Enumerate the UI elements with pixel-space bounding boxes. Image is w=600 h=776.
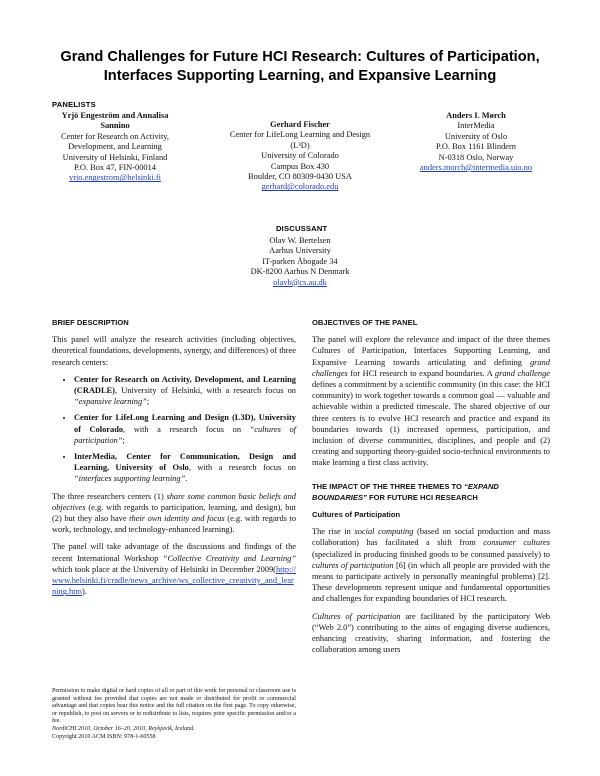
list-item: • Center for LifeLong Learning and Design (L3D), University of Colorado, with a research focus on “cultures of participation”; bbox=[74, 412, 296, 446]
author-block-morch bbox=[403, 111, 549, 173]
impact-heading: THE IMPACT OF THE THREE THEMES TO “EXPAND BOUNDARIES” FOR FUTURE HCI RESEARCH bbox=[312, 481, 499, 502]
discussant-line: Aarhus University bbox=[269, 246, 331, 256]
author-affiliation: University of Oslo bbox=[444, 131, 508, 141]
permission-text: Permission to make digital or hard copies of all or part of this work for personal or classroom use is granted without fee provided that copies are not made or distributed for profit or commercial advantage and that copies bear this notice and the full citation on the first page. To copy otherwise, or republish, to post on servers or to redistribute to lists, requires prior specific permission and/or a fee. bbox=[52, 688, 296, 725]
discussant-line: IT-parken Åbogade 34 bbox=[262, 256, 338, 266]
right-column bbox=[312, 317, 550, 661]
left-column bbox=[52, 317, 296, 603]
author-name: Yrjö Engeström and Annalisa Sannino bbox=[61, 111, 169, 131]
discussant-heading: DISCUSSANT bbox=[276, 224, 328, 233]
author-name: Anders I. Mørch bbox=[446, 111, 506, 120]
discussant-line: DK-8200 Aarhus N Denmark bbox=[250, 267, 350, 277]
author-affiliation: Center for LifeLong Learning and Design (L³D) bbox=[229, 130, 371, 150]
discussant-line: Olav W. Bertelsen bbox=[269, 236, 331, 245]
author-email[interactable]: gerhard@colorado.edu bbox=[261, 182, 339, 192]
list-item: • InterMedia, Center for Communication, Design and Learning, University of Oslo, with a research focus on “interfaces supporting learning”. bbox=[74, 451, 296, 485]
author-affiliation: Center for Research on Activity, Development, and Learning bbox=[60, 131, 170, 152]
author-affiliation: N-0318 Oslo, Norway bbox=[438, 152, 514, 162]
author-email[interactable]: anders.morch@intermedia.uio.no bbox=[419, 163, 533, 173]
impact-paragraph-2: Cultures of participation are facilitated by the participatory Web (“Web 2.0”) contributing to the aims of engaging diverse audiences, enhancing creativity, sharing information, and fostering the collaboration among users bbox=[312, 611, 550, 655]
author-name: Gerhard Fischer bbox=[270, 120, 330, 129]
author-affiliation: Campus Box 430 bbox=[270, 161, 330, 171]
objectives-heading: OBJECTIVES OF THE PANEL bbox=[312, 318, 418, 327]
brief-intro: This panel will analyze the research activities (including objectives, theoretical foundations, developments, synergy, and differences) of three research centers: bbox=[52, 335, 296, 367]
cultures-subheading: Cultures of Participation bbox=[312, 510, 401, 520]
author-affiliation: University of Helsinki, Finland bbox=[62, 152, 168, 162]
author-affiliation: Boulder, CO 80309-0430 USA bbox=[248, 172, 352, 182]
author-block-engestrom bbox=[52, 111, 178, 184]
workshop-link[interactable]: http://www.helsinki.fi/cradle/news_archive/ws_collective_creativity_and_learning.htm bbox=[52, 564, 296, 597]
panelists-heading: PANELISTS bbox=[52, 100, 96, 109]
author-affiliation: P.O. Box 1161 Blindern bbox=[436, 142, 516, 152]
discussant-block bbox=[225, 236, 375, 288]
author-affiliation: P.O. Box 47, FIN-00014 bbox=[74, 163, 156, 173]
center-list bbox=[52, 374, 296, 485]
list-item: • Center for Research on Activity, Development, and Learning (CRADLE), University of Helsinki, with a research focus on “expansive learning”; bbox=[74, 374, 296, 408]
brief-description-heading: BRIEF DESCRIPTION bbox=[52, 318, 129, 327]
brief-paragraph-workshop: The panel will take advantage of the discussions and findings of the recent International Workshop “Collective Creativity and Learning” which took place at the University of Helsinki in December 2009(http://www.helsinki.fi/cradle/news_archive/ws_collective_creativity_and_learning.htm). bbox=[52, 542, 296, 597]
venue-line: NordiCHI 2010, October 16–20, 2010, Reykjavik, Iceland. bbox=[52, 725, 195, 732]
permission-notice bbox=[52, 688, 296, 741]
impact-paragraph-1: The rise in social computing (based on social production and mass collaboration) has facilitated a shift from consumer cultures (specialized in producing finished goods to be consumed passively) to cultures of participation [6] (in which all people are provided with the means to participate actively in personally meaningful problems) [2]. These developments represent unique and fundamental opportunities and challenges for expanding boundaries of HCI research. bbox=[312, 527, 550, 604]
copyright-line: Copyright 2010 ACM ISBN: 978-1-60558 bbox=[52, 733, 156, 740]
author-block-fischer bbox=[228, 120, 372, 193]
author-affiliation: InterMedia bbox=[457, 121, 495, 131]
author-email[interactable]: yrjo.engestrom@helsinki.fi bbox=[69, 173, 161, 183]
paper-title: Grand Challenges for Future HCI Research: Cultures of Participation, Interfaces Supporting Learning, and Expansive Learning bbox=[60, 49, 540, 84]
discussant-email[interactable]: olavb@cs.au.dk bbox=[273, 277, 327, 287]
brief-paragraph-centers: The three researchers centers (1) share some common basic beliefs and objectives (e.g. with regards to participation, learning, and design), but (2) but they also have their own identity and focus (e.g. with regards to work, technology, and technology-enhanced learning). bbox=[52, 491, 297, 535]
objectives-paragraph: The panel will explore the relevance and impact of the three themes Cultures of Participation, Interfaces Supporting Learning, and Expansive Learning towards articulating and defining grand challenges for HCI research to expand boundaries. A grand challenge defines a commitment by a scientific community (in this case: the HCI community) to work together towards a common goal — valuable and achievable within a predicted timescale. The shared objective of our three centers is to evolve HCI research and practice and expand its boundaries towards (1) increased openness, participation, and inclusion of diverse communities, disciplines, and people and (2) creating and supporting theory-guided socio-technical environments to make learning a first class activity. bbox=[312, 335, 550, 468]
author-affiliation: University of Colorado bbox=[261, 151, 339, 161]
